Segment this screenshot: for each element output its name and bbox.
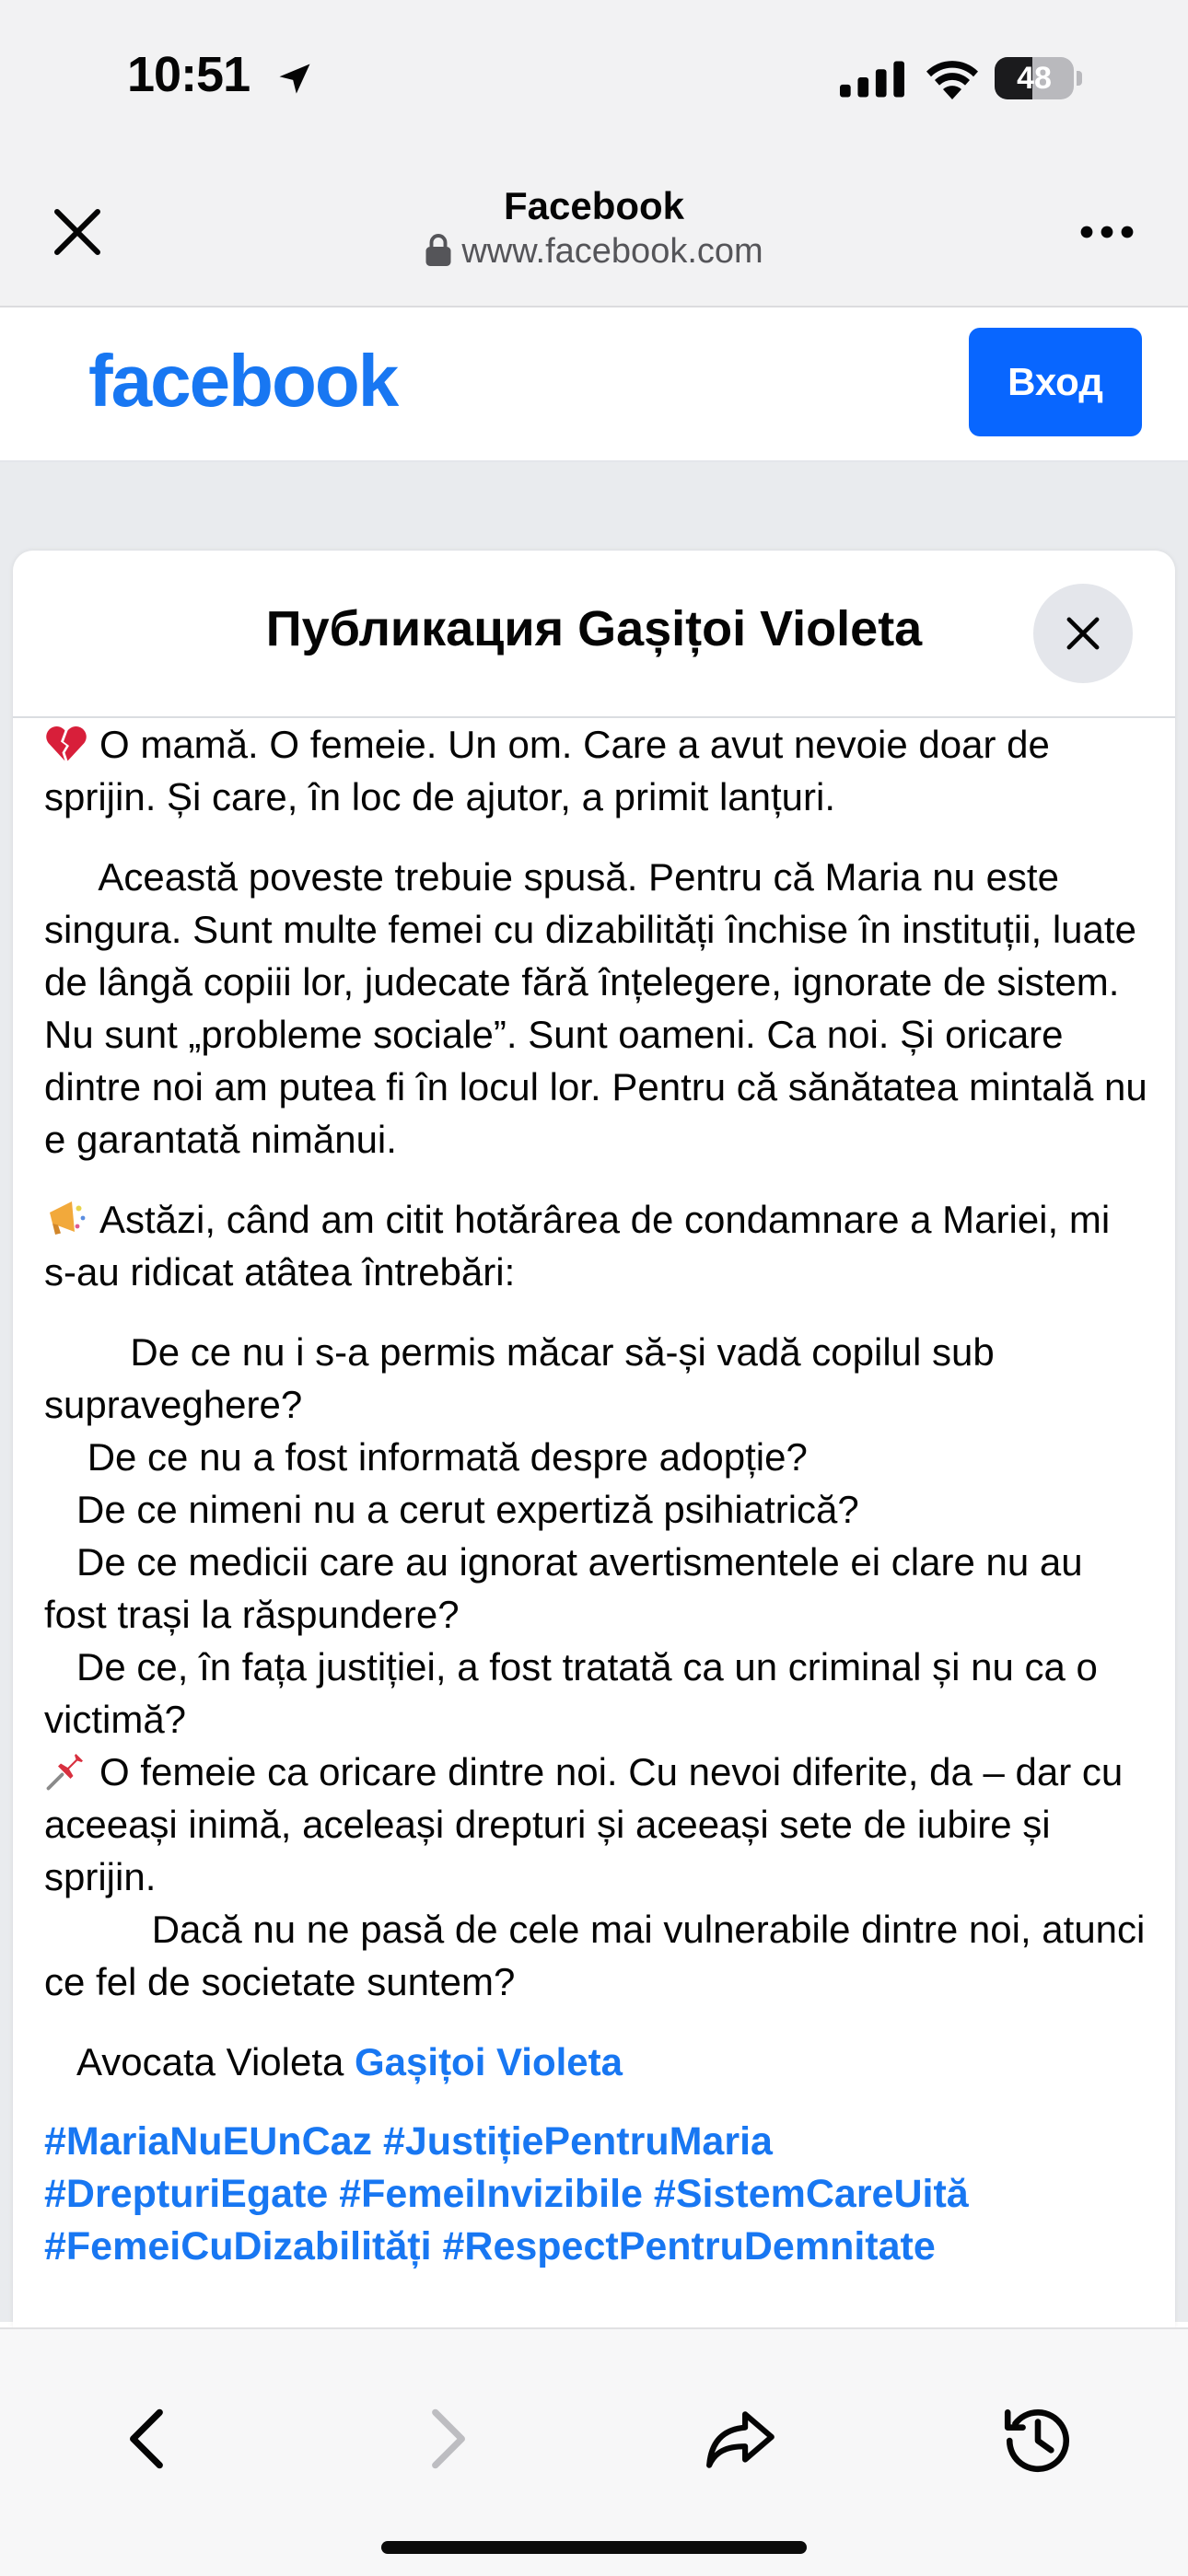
site-url[interactable] — [0, 232, 1188, 272]
close-icon — [1063, 613, 1103, 654]
cellular-signal-icon — [840, 61, 904, 98]
browser-header — [0, 157, 1188, 307]
broken-heart-icon — [44, 721, 88, 765]
login-button[interactable]: Вход — [969, 328, 1142, 436]
wifi-icon — [923, 55, 982, 99]
post-body — [44, 718, 1159, 2273]
hashtag-line[interactable]: #DrepturiEgate #FemeiInvizibile #SistemCareUită — [44, 2172, 969, 2216]
browser-toolbar — [0, 2327, 1188, 2576]
post-paragraph: Această poveste trebuie spusă. Pentru că Maria nu este singura. Sunt multe femei cu dizabilități închise în instituții, luate de lângă copiii lor, judecate fără înțelegere, ignorate de sistem. Nu sunt „probleme sociale”. Sunt oameni. Ca noi. Și oricare dintre noi am putea fi în locul lor. Pentru că sănătatea mintală nu e garantată nimănui. — [44, 855, 1159, 1161]
post-paragraph: O mamă. O femeie. Un om. Care a avut nevoie doar de sprijin. Și care, în loc de ajutor, a primit lanțuri. — [44, 723, 1050, 818]
facebook-logo[interactable]: facebook — [88, 340, 398, 422]
question-line: De ce medicii care au ignorat avertismentele ei clare nu au fost trași la răspundere? — [44, 1540, 1094, 1636]
more-dots-icon[interactable] — [1079, 221, 1135, 243]
post-paragraph: Dacă nu ne pasă de cele mai vulnerabile dintre noi, atunci ce fel de societate suntem? — [44, 1908, 1157, 2003]
post-modal — [13, 551, 1175, 2327]
location-arrow-icon — [274, 59, 315, 99]
modal-close-button[interactable] — [1033, 584, 1133, 683]
battery-indicator — [995, 57, 1083, 103]
post-paragraph: Astăzi, când am citit hotărârea de condamnare a Mariei, mi s-au ridicat atâtea întrebări: — [44, 1198, 1111, 1294]
forward-chevron-icon[interactable] — [405, 2401, 488, 2477]
status-bar — [0, 0, 1188, 157]
share-arrow-icon[interactable] — [700, 2401, 783, 2477]
status-time: 10:51 — [127, 47, 250, 102]
facebook-header — [0, 307, 1188, 462]
question-line: De ce nimeni nu a cerut expertiză psihiatrică? — [44, 1488, 859, 1531]
question-line: De ce, în fața justiției, a fost tratată ca un criminal și nu ca o victimă? — [44, 1645, 1109, 1741]
site-title: Facebook — [503, 184, 685, 227]
modal-header — [13, 551, 1175, 718]
signature-line: Avocata Violeta Gașițoi Violeta — [44, 2040, 623, 2083]
back-chevron-icon[interactable] — [107, 2401, 190, 2477]
post-paragraph: O femeie ca oricare dintre noi. Cu nevoi diferite, da – dar cu aceeași inimă, aceleași drepturi și aceeași sete de iubire și sprijin. — [44, 1750, 1124, 1898]
lock-icon — [425, 233, 452, 266]
author-link[interactable]: Gașițoi Violeta — [355, 2040, 623, 2083]
pushpin-icon — [44, 1748, 88, 1793]
history-clock-icon[interactable] — [996, 2401, 1079, 2477]
url-text: www.facebook.com — [461, 232, 763, 271]
question-line: De ce nu i s-a permis măcar să-și vadă copilul sub supraveghere? — [44, 1330, 1006, 1426]
battery-level: 48 — [1017, 61, 1052, 96]
megaphone-icon — [44, 1196, 88, 1240]
home-indicator — [381, 2541, 807, 2554]
modal-title: Публикация Gașițoi Violeta — [265, 601, 923, 656]
question-line: De ce nu a fost informată despre adopție? — [44, 1435, 808, 1479]
hashtag-line[interactable]: #MariaNuEUnCaz #JustițiePentruMaria — [44, 2119, 773, 2164]
hashtag-line[interactable]: #FemeiCuDizabilități #RespectPentruDemnitate — [44, 2224, 936, 2269]
